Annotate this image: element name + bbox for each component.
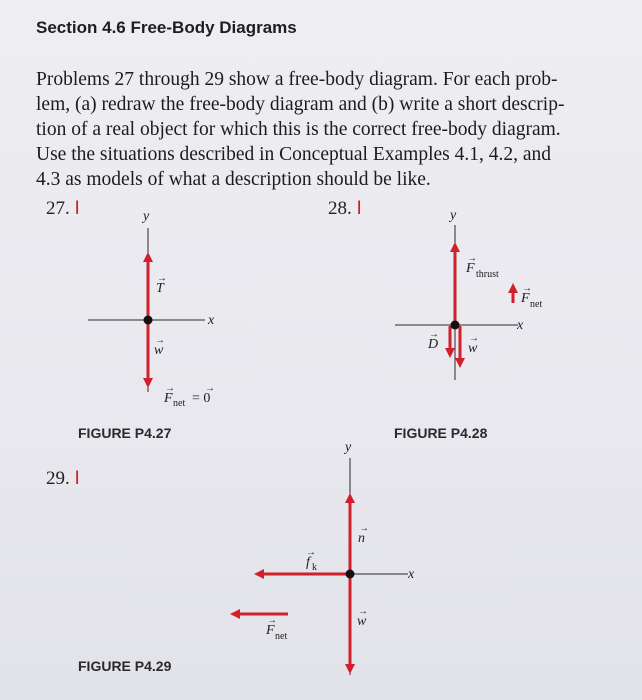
x-axis-label: x	[208, 313, 215, 328]
thrust-label: F	[466, 261, 475, 276]
net-force-label: F	[266, 623, 275, 638]
x-axis-label: x	[517, 318, 524, 333]
object-dot	[144, 316, 153, 325]
y-axis-label: y	[143, 209, 150, 224]
figure-p4-29	[234, 440, 415, 675]
drag-label: D	[428, 337, 439, 352]
difficulty-marker: I	[74, 468, 80, 489]
weight-label: w	[154, 343, 164, 358]
y-axis-label: y	[450, 208, 457, 223]
thrust-subscript: thrust	[476, 269, 499, 280]
x-axis-label: x	[408, 567, 415, 582]
kinetic-friction-subscript: k	[312, 562, 317, 573]
instruction-line: Use the situations described in Conceptual Examples 4.1, 4.2, and	[36, 144, 552, 165]
instruction-line: tion of a real object for which this is the correct free-body diagram.	[36, 119, 561, 140]
instruction-line: 4.3 as models of what a description should be like.	[36, 169, 431, 190]
weight-label: w	[468, 341, 478, 356]
vector-arrow-icon: →	[359, 523, 369, 534]
instruction-line: lem, (a) redraw the free-body diagram and (b) write a short descrip-	[36, 94, 565, 115]
vector-arrow-icon: →	[155, 335, 165, 346]
vector-arrow-icon: →	[267, 615, 277, 626]
tension-label: T	[156, 281, 164, 296]
net-force-equals-zero: = 0	[192, 391, 211, 406]
problem-29-number: 29. I	[46, 468, 80, 489]
difficulty-marker: I	[356, 198, 362, 219]
figure-caption-p4-28: FIGURE P4.28	[394, 425, 488, 441]
vector-arrow-icon: →	[306, 547, 316, 558]
problem-27-number: 27. I	[46, 198, 80, 219]
vector-arrow-icon: →	[358, 606, 368, 617]
net-force-subscript: net	[275, 631, 288, 642]
net-force-subscript: net	[173, 398, 186, 409]
figure-p4-28	[395, 208, 542, 380]
normal-label: n	[358, 531, 365, 546]
figure-p4-27	[88, 209, 215, 409]
figure-caption-p4-29: FIGURE P4.29	[78, 658, 172, 674]
difficulty-marker: I	[74, 198, 80, 219]
vector-arrow-icon: →	[157, 273, 167, 284]
problem-28-number: 28. I	[328, 198, 362, 219]
instruction-line: Problems 27 through 29 show a free-body diagram. For each prob-	[36, 69, 558, 90]
net-force-label: F	[521, 291, 530, 306]
weight-label: w	[357, 614, 367, 629]
y-axis-label: y	[345, 440, 352, 455]
vector-arrow-icon: →	[165, 383, 175, 394]
vector-arrow-icon: →	[469, 333, 479, 344]
section-title: Section 4.6 Free-Body Diagrams	[36, 18, 297, 37]
net-force-subscript: net	[530, 299, 543, 310]
vector-arrow-icon: →	[205, 383, 215, 394]
net-force-label: F	[164, 391, 173, 406]
object-dot	[451, 321, 460, 330]
vector-arrow-icon: →	[429, 329, 439, 340]
object-dot	[346, 570, 355, 579]
figure-caption-p4-27: FIGURE P4.27	[78, 425, 172, 441]
vector-arrow-icon: →	[522, 283, 532, 294]
vector-arrow-icon: →	[467, 253, 477, 264]
kinetic-friction-label: f	[306, 555, 310, 570]
